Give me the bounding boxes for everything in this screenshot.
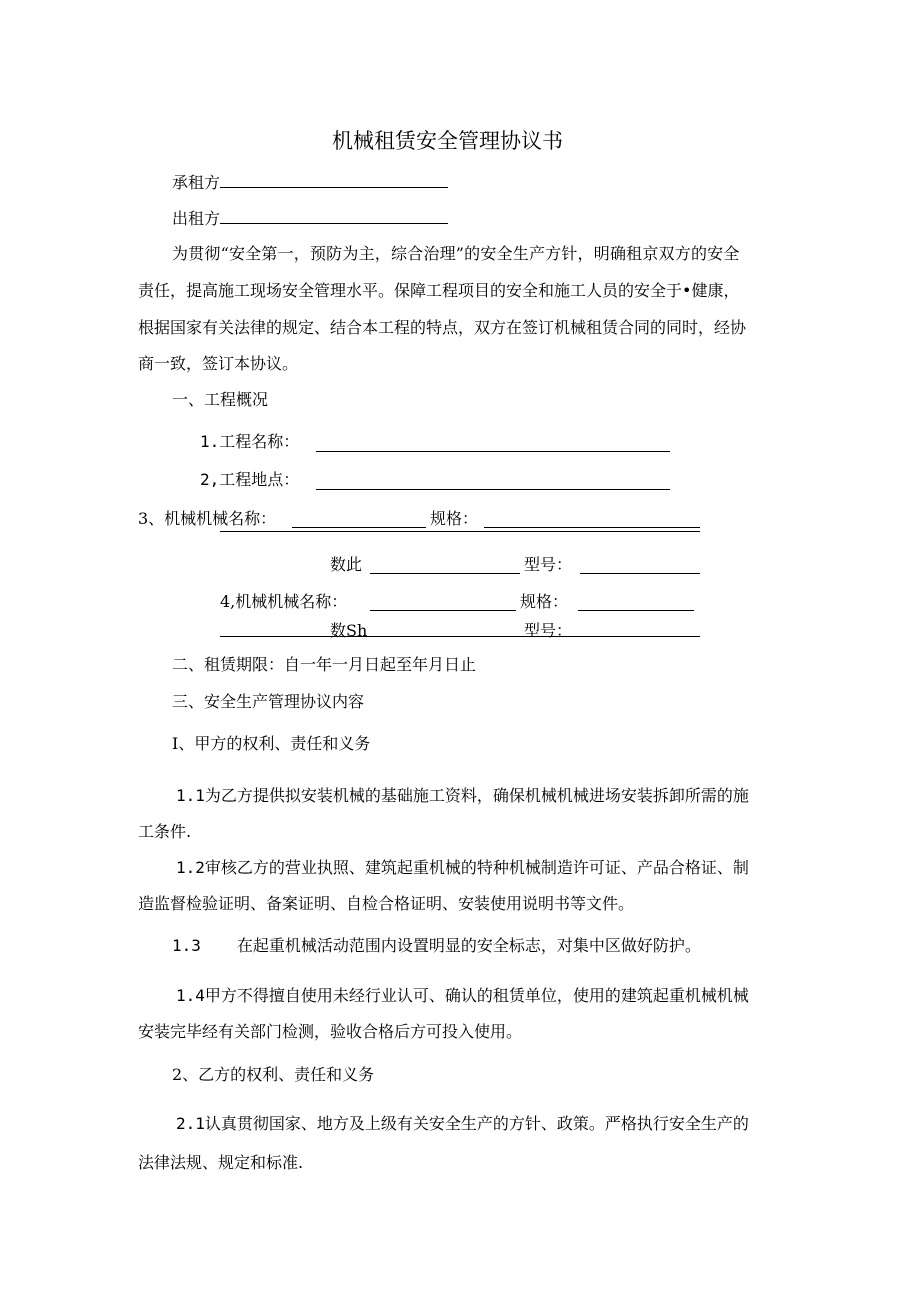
lessee-label: 承租方	[172, 173, 221, 192]
lessee-line	[172, 172, 448, 193]
clause-2-1-line-2: 法律法规、规定和标准.	[138, 1153, 304, 1172]
section-heading-2: 二、租赁期限：自一年一月日起至年月日止	[172, 655, 477, 674]
project-location-blank[interactable]	[316, 474, 670, 490]
machine3-spec-label: 规格：	[430, 509, 479, 528]
clause-number: 1.4	[176, 986, 205, 1005]
party-a-heading: I、甲方的权利、责任和义务	[172, 734, 371, 753]
clause-1-4-line-2: 安装完毕经有关部门检测，验收合格后方可投入使用。	[138, 1022, 523, 1041]
clause-text: 为乙方提供拟安装机械的基础施工资料，确保机械机械进场安装拆卸所需的施	[204, 786, 749, 805]
lessor-line	[172, 208, 448, 229]
document-title: 机械租赁安全管理协议书	[332, 129, 563, 153]
intro-line-4: 商一致，签订本协议。	[138, 354, 299, 373]
machine3-qty-label: 数此	[330, 555, 363, 574]
machine4-name-label: 4,机械机械名称：	[220, 592, 348, 611]
clause-number: 2.1	[176, 1114, 205, 1133]
machine3-model-blank[interactable]	[580, 558, 700, 574]
clause-text: 认真贯彻国家、地方及上级有关安全生产的方针、政策。严格执行安全生产的	[204, 1114, 749, 1133]
lessee-blank[interactable]	[220, 172, 448, 188]
clause-1-4-line-1	[176, 986, 749, 1006]
intro-line-3: 根据国家有关法律的规定、结合本工程的特点，双方在签订机械租赁合同的同时，经协	[138, 318, 747, 337]
intro-line-2: 责任，提高施工现场安全管理水平。保障工程项目的安全和施工人员的安全于•健康，	[138, 281, 740, 300]
item-number: 1.	[200, 432, 220, 451]
machine3-qty-blank[interactable]	[370, 558, 520, 574]
project-name-label: 工程名称：	[219, 432, 300, 451]
project-location-label: 工程地点：	[219, 470, 300, 489]
party-b-heading: 2、乙方的权利、责任和义务	[172, 1065, 375, 1084]
clause-1-2-line-1	[176, 858, 749, 878]
machine4-spec-label: 规格：	[520, 592, 569, 611]
clause-text: 在起重机械活动范围内设置明显的安全标志，对集中区做好防护。	[236, 936, 701, 955]
machine3-name-blank[interactable]	[292, 512, 426, 528]
project-name-line	[200, 432, 299, 452]
clause-number: 1.2	[176, 858, 205, 877]
section-heading-3: 三、安全生产管理协议内容	[172, 692, 365, 711]
clause-text: 甲方不得擅自使用未经行业认可、确认的租赁单位，使用的建筑起重机械机械	[204, 986, 749, 1005]
lessor-blank[interactable]	[220, 208, 448, 224]
clause-2-1-line-1	[176, 1114, 749, 1134]
machine4-model-label: 型号：	[524, 621, 573, 640]
lessor-label: 出租方	[172, 209, 221, 228]
project-location-line	[200, 470, 299, 490]
clause-text: 审核乙方的营业执照、建筑起重机械的特种机械制造许可证、产品合格证、制	[204, 858, 749, 877]
machine3-underline	[220, 531, 700, 532]
machine3-spec-blank[interactable]	[484, 512, 700, 528]
machine4-name-blank[interactable]	[370, 595, 516, 611]
clause-number: 1.3	[172, 936, 201, 955]
clause-1-1-line-1	[176, 786, 749, 806]
clause-1-3	[172, 936, 701, 956]
item-number: 2,	[200, 470, 220, 489]
clause-1-1-line-2: 工条件.	[138, 822, 192, 841]
machine3-model-label: 型号：	[524, 555, 573, 574]
section-heading-1: 一、工程概况	[172, 390, 269, 409]
machine3-name-label: 3、机械机械名称：	[138, 509, 277, 528]
machine4-underline	[220, 636, 700, 637]
clause-number: 1.1	[176, 786, 205, 805]
clause-1-2-line-2: 造监督检验证明、备案证明、自检合格证明、安装使用说明书等文件。	[138, 894, 635, 913]
project-name-blank[interactable]	[316, 436, 670, 452]
machine4-spec-blank[interactable]	[578, 595, 694, 611]
machine4-qty-label: 数Sh	[330, 621, 368, 640]
intro-line-1: 为贯彻“安全第一，预防为主，综合治理”的安全生产方针，明确租京双方的安全	[172, 244, 740, 263]
